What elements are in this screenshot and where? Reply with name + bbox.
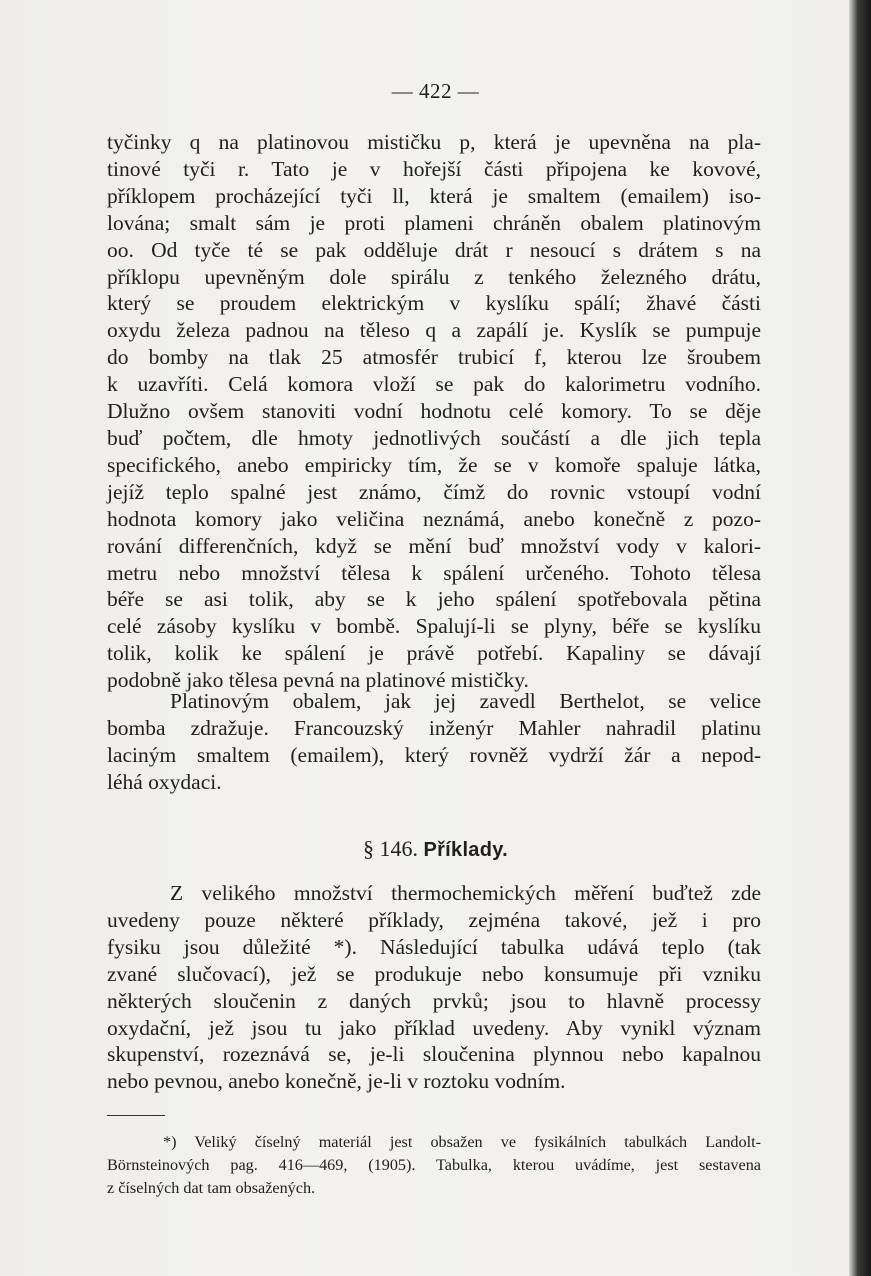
text-line: do bomby na tlak 25 atmosfér trubicí f, kterou lze šroubem — [107, 345, 761, 370]
text-line: oxydu železa padnou na těleso q a zapálí je. Kyslík se pumpuje — [107, 318, 761, 343]
text-line: uvedeny pouze některé příklady, zejména takové, jež i pro — [107, 907, 761, 932]
text-line: Dlužno ovšem stanoviti vodní hodnotu celé komory. To se děje — [107, 399, 761, 424]
paragraph-berthelot-mahler — [107, 688, 761, 796]
footnote-line: Börnsteinových pag. 416—469, (1905). Tabulka, kterou uvádíme, jest sestavena — [107, 1155, 761, 1174]
text-line: tyčinky q na platinovou mističku p, která je upevněna na pla- — [107, 130, 761, 154]
text-line: příklopu upevněným dole spirálu z tenkého železného drátu, — [107, 264, 761, 289]
text-line: příklopem procházející tyči ll, která je smaltem (emailem) iso- — [107, 183, 761, 208]
text-line: hodnota komory jako veličina neznámá, anebo konečně z pozo- — [107, 506, 761, 531]
footnote-text: *) Veliký číselný materiál jest obsažen ve fysikálních tabulkách Landolt- — [163, 1133, 761, 1151]
text-line: tolik, kolik ke spálení je právě potřebí. Kapaliny se dávají — [107, 641, 761, 666]
text-line: který se proudem elektrickým v kyslíku spálí; žhavé části — [107, 291, 761, 316]
page-number: — 422 — — [391, 79, 480, 103]
text-line: fysiku jsou důležité *). Následující tabulka udává teplo (tak — [107, 934, 761, 959]
text-line: léhá oxydaci. — [107, 769, 222, 794]
text-line: tinové tyči r. Tato je v hořejší části připojena ke kovové, — [107, 156, 761, 181]
text-line: buď počtem, dle hmoty jednotlivých součástí a dle jich tepla — [107, 425, 761, 450]
text-line: k uzavříti. Celá komora vloží se pak do kalorimetru vodního. — [107, 372, 761, 397]
paragraph-examples-intro — [107, 880, 761, 1095]
footnote-line: z číselných dat tam obsažených. — [107, 1178, 316, 1197]
scan-binding-edge — [849, 0, 871, 1276]
text-line: lována; smalt sám je proti plameni chráněn obalem platinovým — [107, 210, 761, 235]
text-line: laciným smaltem (emailem), který rovněž vydrží žár a nepod- — [107, 742, 761, 767]
text-line: bomba zdražuje. Francouzský inženýr Mahler nahradil platinu — [107, 715, 761, 740]
section-heading — [0, 836, 871, 862]
text-line: skupenství, rozeznává se, je-li sloučenina plynnou nebo kapalnou — [107, 1042, 761, 1067]
text-line: metru nebo množství tělesa k spálení určeného. Tohoto tělesa — [107, 560, 761, 585]
text-line: oo. Od tyče té se pak odděluje drát r nesoucí s drátem s na — [107, 237, 761, 262]
paragraph-apparatus-description — [107, 129, 761, 694]
footnote — [107, 1131, 761, 1199]
text-line: Z velikého množství thermochemických měření buďtež zde — [170, 881, 761, 905]
text-line: celé zásoby kyslíku v bombě. Spalují-li se plyny, béře se kyslíku — [107, 614, 761, 639]
section-number: § 146. — [362, 836, 418, 861]
text-line: zvané slučovací), jež se produkuje nebo konsumuje při vzniku — [107, 961, 761, 986]
text-line: béře se asi tolik, aby se k jeho spálení spotřebovala pětina — [107, 587, 761, 612]
footnote-divider — [107, 1115, 165, 1116]
text-line: některých sloučenin z daných prvků; jsou to hlavně processy — [107, 988, 761, 1013]
text-line: podobně jako tělesa pevná na platinové mističky. — [107, 668, 529, 693]
text-line: oxydační, jež jsou tu jako příklad uvedeny. Aby vynikl význam — [107, 1015, 761, 1040]
text-line: jejíž teplo spalné jest známo, čímž do rovnic vstoupí vodní — [107, 479, 761, 504]
text-line: rování differenčních, když se mění buď množství vody v kalori- — [107, 533, 761, 558]
text-line: specifického, anebo empiricky tím, že se v komoře spaluje látka, — [107, 452, 761, 477]
text-line: nebo pevnou, anebo konečně, je-li v roztoku vodním. — [107, 1069, 566, 1094]
section-title: Příklady. — [423, 839, 509, 861]
text-line: Platinovým obalem, jak jej zavedl Berthelot, se velice — [170, 689, 761, 713]
footnote-line — [107, 1131, 761, 1154]
